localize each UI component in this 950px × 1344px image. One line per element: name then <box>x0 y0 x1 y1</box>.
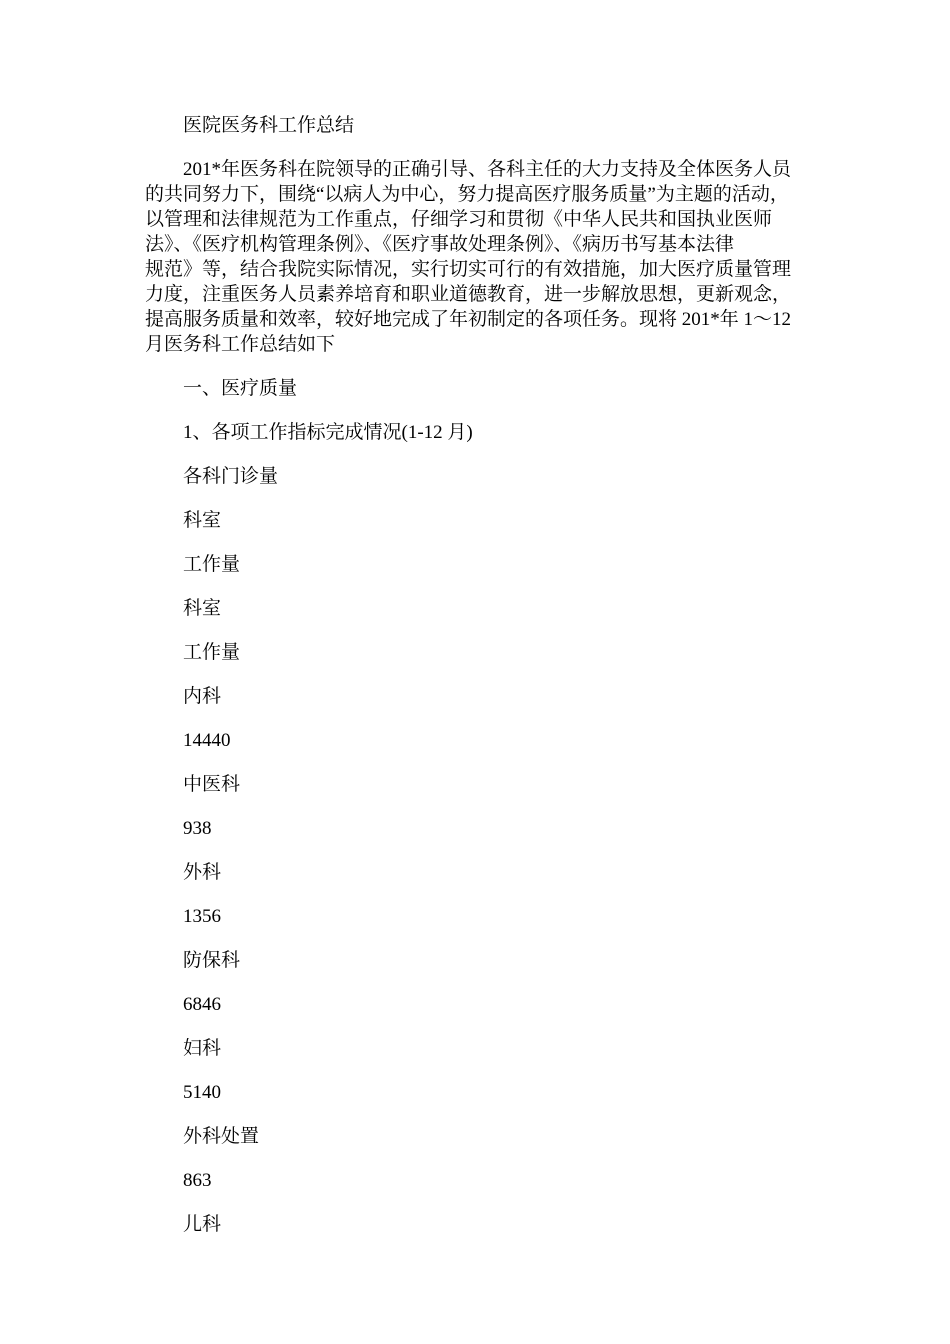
table-cell: 儿科 <box>183 1214 222 1235</box>
table-cell: 工作量 <box>183 642 241 663</box>
table-cell: 工作量 <box>183 554 241 575</box>
intro-line: 的共同努力下，围绕“以病人为中心，努力提高医疗服务质量”为主题的活动， <box>145 184 789 205</box>
table-cell: 938 <box>183 818 212 839</box>
table-cell: 妇科 <box>183 1038 222 1059</box>
table-cell: 863 <box>183 1170 212 1191</box>
intro-line: 以管理和法律规范为工作重点，仔细学习和贯彻《中华人民共和国执业医师 <box>145 209 773 230</box>
table-cell: 内科 <box>183 686 222 707</box>
table-cell: 外科 <box>183 862 222 883</box>
document-body <box>145 113 800 1256</box>
table-cell: 科室 <box>183 598 222 619</box>
subsection-heading: 1、各项工作指标完成情况(1-12 月) <box>183 422 473 443</box>
document-title: 医院医务科工作总结 <box>183 115 355 136</box>
table-caption: 各科门诊量 <box>183 466 279 487</box>
section-heading: 一、医疗质量 <box>183 378 298 399</box>
intro-line: 法》、《医疗机构管理条例》、《医疗事故处理条例》、《病历书写基本法律 <box>145 234 735 255</box>
table-cell: 6846 <box>183 994 221 1015</box>
table-cell: 科室 <box>183 510 222 531</box>
intro-line: 月医务科工作总结如下 <box>145 334 336 355</box>
intro-line: 提高服务质量和效率，较好地完成了年初制定的各项任务。现将 201*年 1～12 <box>145 309 792 330</box>
table-cell: 外科处置 <box>183 1126 260 1147</box>
intro-line: 201*年医务科在院领导的正确引导、各科主任的大力支持及全体医务人员 <box>183 159 792 180</box>
table-cell: 14440 <box>183 730 231 751</box>
table-cell: 防保科 <box>183 950 241 971</box>
intro-line: 力度，注重医务人员素养培育和职业道德教育，进一步解放思想，更新观念， <box>145 284 792 305</box>
table-cell: 中医科 <box>183 774 241 795</box>
intro-line: 规范》等，结合我院实际情况，实行切实可行的有效措施，加大医疗质量管理 <box>145 259 792 280</box>
intro-paragraph <box>145 157 800 357</box>
table-cell: 5140 <box>183 1082 221 1103</box>
table-cell: 1356 <box>183 906 221 927</box>
